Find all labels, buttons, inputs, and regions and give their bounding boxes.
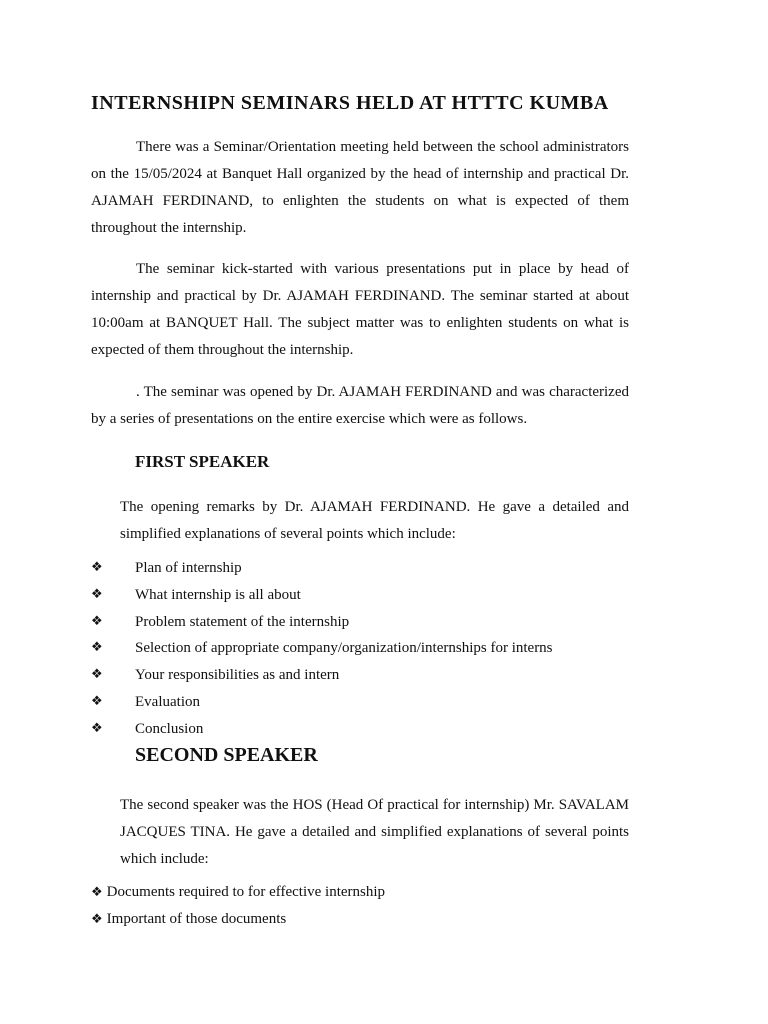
list-item [91,635,651,662]
diamond-bullet-icon: ❖ [91,667,103,683]
diamond-bullet-icon: ❖ [91,640,103,656]
list-item-text: Your responsibilities as and intern [135,667,340,684]
list-item-text: Evaluation [135,693,200,710]
list-item [91,582,651,609]
diamond-bullet-icon: ❖ [91,586,103,602]
list-item [91,662,651,689]
list-item-text: What internship is all about [135,586,301,603]
second-speaker-intro: The second speaker was the HOS (Head Of practical for internship) Mr. SAVALAM JACQUES TINA. He gave a detailed and simplified explanations of several points which include: [120,797,629,867]
diamond-bullet-icon: ❖ [91,613,103,629]
list-item [91,879,651,906]
diamond-bullet-icon: ❖ [91,560,103,575]
list-item-text: Problem statement of the internship [135,613,350,630]
second-speaker-points [91,879,651,933]
list-item-text: Conclusion [135,720,204,737]
list-item-text: Important of those documents [106,911,287,927]
paragraph-intro: There was a Seminar/Orientation meeting held between the school administrators on the 15/05/2024 at Banquet Hall organized by the head of internship and practical Dr. AJAMAH FERDINAND, to enlighten the students on what is expected of them throughout the internship. [91,139,629,236]
first-speaker-points [91,555,651,743]
second-speaker-heading: SECOND SPEAKER [135,744,318,766]
list-item-text: Selection of appropriate company/organization/internships for interns [135,640,553,657]
list-item [91,906,651,933]
diamond-bullet-icon: ❖ [91,885,103,900]
paragraph-opening: . The seminar was opened by Dr. AJAMAH FERDINAND and was characterized by a series of presentations on the entire exercise which were as follows. [91,384,629,427]
list-item [91,689,651,716]
list-item-text: Plan of internship [135,560,242,576]
list-item-text: Documents required to for effective internship [106,884,386,900]
document-title: INTERNSHIPN SEMINARS HELD AT HTTTC KUMBA [91,92,609,114]
diamond-bullet-icon: ❖ [91,720,103,736]
list-item [91,555,651,582]
diamond-bullet-icon: ❖ [91,912,103,927]
list-item [91,716,651,743]
first-speaker-intro: The opening remarks by Dr. AJAMAH FERDINAND. He gave a detailed and simplified explanations of several points which include: [120,499,629,542]
paragraph-kickoff: The seminar kick-started with various presentations put in place by head of internship and practical by Dr. AJAMAH FERDINAND. The seminar started at about 10:00am at BANQUET Hall. The subject matter was to enlighten students on what is expected of them throughout the internship. [91,261,629,358]
diamond-bullet-icon: ❖ [91,693,103,709]
list-item [91,609,651,636]
first-speaker-heading: FIRST SPEAKER [135,452,270,471]
